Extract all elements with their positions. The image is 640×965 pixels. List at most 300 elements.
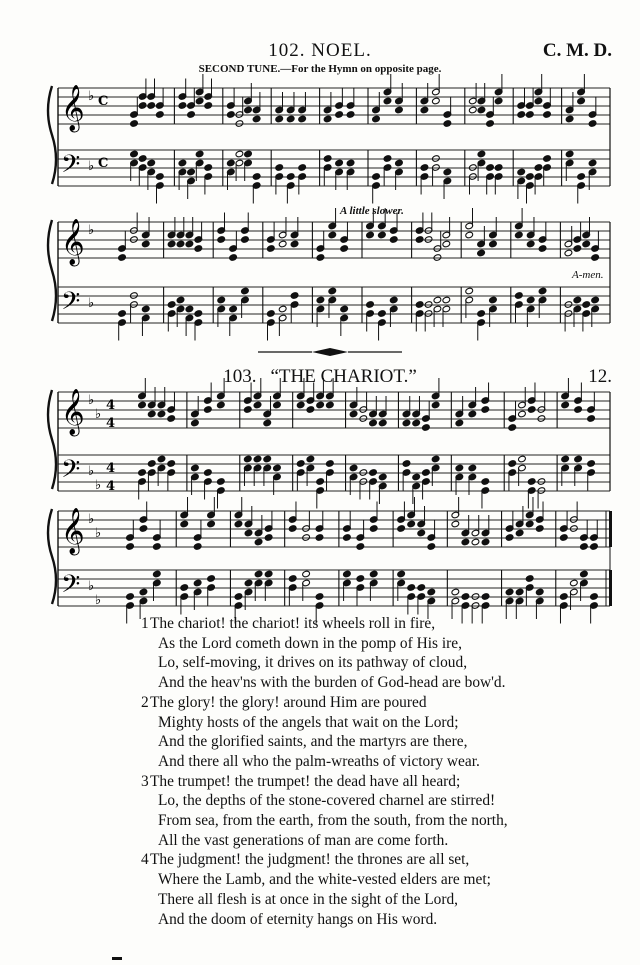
flat-sign: ♭ <box>88 296 95 311</box>
note-head <box>534 97 543 105</box>
verse-text: Mighty hosts of the angels that wait on the Lord; <box>158 713 459 731</box>
verse-number: 1 <box>141 615 149 632</box>
note-head <box>412 419 421 427</box>
hymn-103-name: “THE CHARIOT.” <box>270 366 417 387</box>
note-head <box>217 478 226 486</box>
note-head <box>515 588 524 596</box>
verse-line <box>150 732 620 752</box>
note-head <box>302 570 311 578</box>
note-head <box>244 106 253 114</box>
note-head <box>582 301 591 309</box>
note-head <box>195 150 204 158</box>
note-head <box>431 455 440 463</box>
flat-sign: ♭ <box>88 464 95 479</box>
note-head <box>465 287 474 295</box>
note-head <box>465 231 474 239</box>
note-head <box>402 419 411 427</box>
verse-text: As the Lord cometh down in the pomp of His ire, <box>158 634 462 652</box>
note-head <box>417 529 426 537</box>
note-head <box>420 106 429 114</box>
note-head <box>356 575 365 583</box>
time-signature: 4 <box>106 398 116 413</box>
note-head <box>167 415 176 423</box>
note-head <box>187 111 196 119</box>
note-head <box>141 305 150 313</box>
note-head <box>298 115 307 123</box>
note-head <box>244 150 253 158</box>
note-head <box>582 240 591 248</box>
note-head <box>535 588 544 596</box>
note-head <box>316 296 325 304</box>
note-head <box>349 410 358 418</box>
note-head <box>573 296 582 304</box>
note-head <box>372 173 381 181</box>
flat-sign: ♭ <box>88 89 95 104</box>
verse-line <box>150 653 620 673</box>
note-head <box>383 155 392 163</box>
note-head <box>383 97 392 105</box>
verse-1 <box>141 614 620 693</box>
final-bar <box>609 511 612 547</box>
note-head <box>130 120 139 128</box>
note-head <box>194 245 203 253</box>
note-head <box>178 159 187 167</box>
verse-number: 3 <box>141 772 149 790</box>
note-head <box>323 115 332 123</box>
note-head <box>254 570 263 578</box>
note-head <box>420 164 429 172</box>
note-head <box>138 102 147 110</box>
note-head <box>442 240 451 248</box>
note-head <box>155 173 164 181</box>
note-head <box>243 455 252 463</box>
note-head <box>157 410 166 418</box>
note-head <box>306 455 315 463</box>
flat-sign: ♭ <box>88 159 95 174</box>
note-head <box>286 173 295 181</box>
note-head <box>432 97 441 105</box>
note-head <box>138 469 147 477</box>
note-head <box>316 401 325 409</box>
note-head <box>185 240 194 248</box>
note-head <box>340 305 349 313</box>
note-head <box>185 305 194 313</box>
note-head <box>328 231 337 239</box>
note-head <box>264 534 273 542</box>
note-head <box>244 529 253 537</box>
note-head <box>264 570 273 578</box>
note-head <box>477 106 486 114</box>
note-head <box>147 102 156 110</box>
note-head <box>397 570 406 578</box>
note-head <box>526 296 535 304</box>
flat-sign: ♭ <box>88 393 95 408</box>
note-head <box>477 249 486 257</box>
note-head <box>306 406 315 414</box>
verse-line <box>150 870 620 890</box>
note-head <box>588 159 597 167</box>
note-head <box>288 525 297 533</box>
note-head <box>481 478 490 486</box>
note-head <box>525 575 534 583</box>
note-head <box>167 301 176 309</box>
note-head <box>273 401 282 409</box>
note-head <box>397 525 406 533</box>
note-head <box>415 236 424 244</box>
hymn-102-name: NOEL. <box>311 40 372 61</box>
note-head <box>138 155 147 163</box>
brace <box>48 220 56 321</box>
note-head <box>234 520 243 528</box>
note-head <box>138 401 147 409</box>
brace <box>48 509 56 604</box>
verse-text: And the doom of eternity hangs on His word. <box>158 910 438 928</box>
note-head <box>204 102 213 110</box>
note-head <box>340 245 349 253</box>
note-head <box>275 164 284 172</box>
verse-text: And the glorified saints, and the martyrs are there, <box>158 733 468 751</box>
note-head <box>378 419 387 427</box>
note-head <box>217 296 226 304</box>
flat-sign: ♭ <box>95 478 102 493</box>
hymn-102-number: 102. <box>268 40 306 61</box>
note-head <box>481 406 490 414</box>
note-head <box>243 406 252 414</box>
note-head <box>517 168 526 176</box>
note-head <box>176 296 185 304</box>
flat-sign: ♭ <box>88 579 95 594</box>
treble-clef: 𝄞 <box>61 389 85 435</box>
note-head <box>204 406 213 414</box>
treble-clef: 𝄞 <box>61 508 85 554</box>
note-head <box>241 236 250 244</box>
note-head <box>153 543 162 551</box>
note-head <box>471 538 480 546</box>
note-head <box>229 254 238 262</box>
note-head <box>366 301 375 309</box>
note-head <box>515 529 524 537</box>
note-head <box>296 460 305 468</box>
note-head <box>468 106 477 114</box>
note-head <box>316 478 325 486</box>
note-head <box>561 455 570 463</box>
note-head <box>518 410 527 418</box>
note-head <box>288 575 297 583</box>
note-head <box>266 310 275 318</box>
verse-text: The chariot! the chariot! its wheels roll in fire, <box>150 615 436 632</box>
note-head <box>580 543 589 551</box>
note-head <box>587 415 596 423</box>
note-head <box>153 570 162 578</box>
time-signature: 4 <box>106 416 116 431</box>
note-head <box>565 150 574 158</box>
note-head <box>577 97 586 105</box>
bass-clef: 𝄢 <box>61 287 81 322</box>
note-head <box>207 520 216 528</box>
verse-text: The trumpet! the trumpet! the dead have all heard; <box>150 772 461 790</box>
note-head <box>543 111 552 119</box>
note-head <box>191 464 200 472</box>
note-head <box>422 424 431 432</box>
note-head <box>254 538 263 546</box>
verse-line <box>150 791 620 811</box>
note-head <box>518 455 527 463</box>
note-head <box>389 236 398 244</box>
verse-line <box>150 752 620 772</box>
note-head <box>290 292 299 300</box>
note-head <box>139 525 148 533</box>
note-head <box>369 525 378 533</box>
note-head <box>167 240 176 248</box>
note-head <box>455 419 464 427</box>
note-head <box>514 292 523 300</box>
note-head <box>139 588 148 596</box>
note-head <box>461 593 470 601</box>
time-signature: C <box>98 94 109 109</box>
note-head <box>191 419 200 427</box>
note-head <box>241 287 250 295</box>
note-head <box>422 469 431 477</box>
flat-sign: ♭ <box>95 407 102 422</box>
note-head <box>194 310 203 318</box>
note-head <box>326 460 335 468</box>
note-head <box>590 543 599 551</box>
note-head <box>525 520 534 528</box>
note-head <box>141 240 150 248</box>
note-head <box>505 534 514 542</box>
final-bar <box>609 570 612 606</box>
note-head <box>561 401 570 409</box>
note-head <box>427 543 436 551</box>
note-head <box>481 538 490 546</box>
verse-line <box>141 850 620 870</box>
tempo-marking: A little slower. <box>340 205 404 217</box>
note-head <box>407 584 416 592</box>
note-head <box>461 538 470 546</box>
note-head <box>402 460 411 468</box>
note-head <box>559 593 568 601</box>
note-head <box>346 111 355 119</box>
note-head <box>235 150 244 158</box>
flat-sign: ♭ <box>88 223 95 238</box>
verse-number: 2 <box>141 693 149 711</box>
note-head <box>328 287 337 295</box>
note-head <box>378 231 387 239</box>
note-head <box>489 296 498 304</box>
note-head <box>565 115 574 123</box>
note-head <box>263 419 272 427</box>
note-head <box>278 305 287 313</box>
verse-line <box>150 634 620 654</box>
brace <box>48 86 56 184</box>
note-head <box>193 543 202 551</box>
note-head <box>508 424 517 432</box>
note-head <box>451 520 460 528</box>
note-head <box>372 115 381 123</box>
verse-text: Lo, the depths of the stone-covered charnel are stirred! <box>158 792 496 810</box>
note-head <box>525 173 534 181</box>
note-head <box>481 593 490 601</box>
note-head <box>369 570 378 578</box>
note-head <box>564 249 573 257</box>
note-head <box>343 534 352 542</box>
note-head <box>538 287 547 295</box>
note-head <box>525 111 534 119</box>
note-head <box>217 401 226 409</box>
note-head <box>580 570 589 578</box>
note-head <box>526 240 535 248</box>
note-head <box>477 150 486 158</box>
note-head <box>234 593 243 601</box>
verse-number: 4 <box>141 851 149 869</box>
note-head <box>590 593 599 601</box>
note-head <box>126 543 135 551</box>
flat-sign: ♭ <box>95 593 102 608</box>
note-head <box>157 455 166 463</box>
note-head <box>193 579 202 587</box>
note-head <box>486 164 495 172</box>
note-head <box>514 231 523 239</box>
hymn-103-number: 103. <box>223 366 257 387</box>
note-head <box>543 155 552 163</box>
note-head <box>369 419 378 427</box>
time-signature: C <box>98 156 109 171</box>
verse-line <box>150 910 620 930</box>
verse-text: From sea, from the earth, from the south, from the north, <box>158 812 508 830</box>
verse-text: Where the Lamb, and the white-vested elders are met; <box>158 871 491 889</box>
note-head <box>326 401 335 409</box>
verse-line <box>150 831 620 851</box>
note-head <box>587 460 596 468</box>
note-head <box>252 115 261 123</box>
verse-text: There all flesh is at once in the sight of the Lord, <box>158 890 459 908</box>
verse-line <box>150 713 620 733</box>
hymn-102-meter: C. M. D. <box>542 40 612 61</box>
time-signature: 4 <box>106 479 116 494</box>
note-head <box>266 245 275 253</box>
note-head <box>442 296 451 304</box>
amen-label: A-men. <box>572 269 604 281</box>
brace <box>48 390 56 489</box>
note-head <box>378 473 387 481</box>
verse-line <box>150 811 620 831</box>
verse-text: And the heav'ns with the burden of God-head are bow'd. <box>158 674 506 692</box>
note-head <box>395 159 404 167</box>
hymn-102-subtitle: SECOND TUNE.—For the Hymn on opposite page. <box>198 63 442 75</box>
bass-clef: 𝄢 <box>61 455 81 490</box>
note-head <box>427 588 436 596</box>
verse-line <box>141 614 620 634</box>
note-head <box>577 173 586 181</box>
note-head <box>286 115 295 123</box>
note-head <box>468 464 477 472</box>
note-head <box>574 455 583 463</box>
note-head <box>505 588 514 596</box>
note-head <box>315 534 324 542</box>
verse-text: All the vast generations of man are come forth. <box>158 831 449 849</box>
note-head <box>486 120 495 128</box>
note-head <box>443 120 452 128</box>
note-head <box>323 155 332 163</box>
bass-clef: 𝄢 <box>61 150 81 185</box>
note-head <box>167 460 176 468</box>
note-head <box>366 231 375 239</box>
note-head <box>477 310 486 318</box>
note-head <box>433 296 442 304</box>
note-head <box>180 520 189 528</box>
ornament-divider <box>312 348 348 356</box>
note-head <box>296 401 305 409</box>
flat-sign: ♭ <box>95 526 102 541</box>
note-head <box>395 106 404 114</box>
note-head <box>118 310 127 318</box>
note-head <box>229 305 238 313</box>
note-head <box>290 240 299 248</box>
verse-line <box>141 693 620 713</box>
note-head <box>226 159 235 167</box>
note-head <box>226 111 235 119</box>
note-head <box>147 410 156 418</box>
note-head <box>591 254 600 262</box>
note-head <box>378 310 387 318</box>
note-head <box>187 168 196 176</box>
note-head <box>443 168 452 176</box>
verse-text: And there all who the palm-wreaths of victory wear. <box>158 752 480 770</box>
note-head <box>591 296 600 304</box>
note-head <box>559 534 568 542</box>
note-head <box>535 525 544 533</box>
note-head <box>455 464 464 472</box>
verse-text: The glory! the glory! around Him are poured <box>150 693 427 711</box>
note-head <box>275 115 284 123</box>
verse-line <box>141 772 620 792</box>
note-head <box>538 245 547 253</box>
note-head <box>217 236 226 244</box>
note-head <box>494 97 503 105</box>
lyrics <box>141 614 620 929</box>
note-head <box>180 584 189 592</box>
treble-clef: 𝄞 <box>61 219 85 265</box>
note-head <box>588 120 597 128</box>
hymn-103-meter: 12. <box>588 366 612 387</box>
note-head <box>468 410 477 418</box>
note-head <box>204 164 213 172</box>
note-head <box>155 111 164 119</box>
note-head <box>130 150 139 158</box>
note-head <box>176 240 185 248</box>
note-head <box>570 579 579 587</box>
note-head <box>508 460 517 468</box>
note-head <box>349 464 358 472</box>
note-head <box>252 173 261 181</box>
treble-clef: 𝄞 <box>61 85 85 131</box>
note-head <box>573 245 582 253</box>
verse-line <box>150 890 620 910</box>
verse-text: The judgment! the judgment! the thrones are all set, <box>150 851 470 869</box>
note-head <box>315 593 324 601</box>
time-signature: 4 <box>106 461 116 476</box>
note-head <box>204 469 213 477</box>
note-head <box>335 159 344 167</box>
note-head <box>178 102 187 110</box>
note-head <box>147 159 156 167</box>
note-head <box>244 579 253 587</box>
note-head <box>534 164 543 172</box>
note-head <box>431 401 440 409</box>
note-head <box>316 254 325 262</box>
note-head <box>118 254 127 262</box>
note-head <box>415 301 424 309</box>
